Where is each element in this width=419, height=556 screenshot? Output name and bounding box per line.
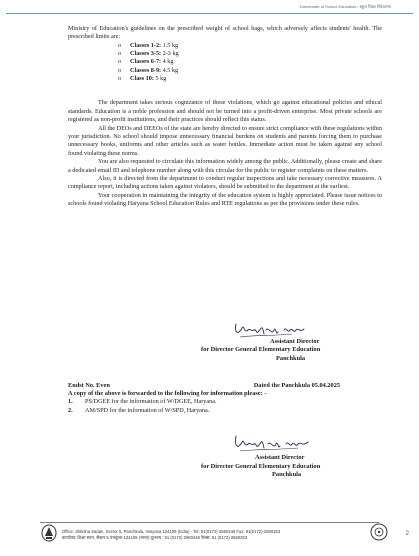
footer-address-english: Office: Shiksha Sadan, Sector 5, Panchkula, Haryana 134109 (India) · Tel: 91(0172)-2560246 Fax: 91(0172)-2560253: [62, 529, 281, 534]
limit-class: Classes 6-7:: [130, 58, 162, 66]
paragraph-cooperation: Your cooperation in maintaining the integrity of the education system is highly appreciated. Please issue notices to schools found violating Haryana School Education Rules and RTE regulations as per the provisions under these rules.: [68, 191, 382, 208]
paragraph-circulate: You are also requested to circulate this information widely among the public. Additionally, please create and share a dedicated email ID and telephone number along with this circular for the public to register complaints on these matters.: [68, 158, 382, 174]
recipient-number: 2.: [68, 406, 73, 414]
letterhead-title: Directorate of School Education / स्कूल शिक्षा निदेशालय: [300, 4, 391, 9]
letterhead-bar: [0, 3, 419, 11]
endorsement-date: Dated the Panchkula 05.04.2025: [253, 382, 340, 389]
footer-address: [62, 529, 362, 540]
limit-class: Classes 8-9:: [130, 66, 162, 74]
signature-1-place: Panchkula: [276, 355, 306, 362]
limit-value: 4 kg: [161, 58, 174, 66]
bullet-icon: o: [118, 41, 122, 49]
limit-class: Class 10:: [130, 75, 154, 82]
limit-value: 5 kg: [153, 75, 167, 82]
page-number: 2: [405, 531, 409, 537]
copy-recipient: [68, 407, 384, 415]
signature-2-office: for Director General Elementary Education: [201, 463, 321, 470]
copy-recipient: [68, 398, 384, 406]
limit-value: 2-3 kg: [161, 50, 179, 58]
copy-forwarded-heading: A copy of the above is forwarded to the following for information please: -: [68, 390, 267, 398]
limit-value: 1.5 kg: [161, 41, 179, 49]
endorsement-block: [68, 382, 384, 415]
paragraph-inspections: Also, it is directed from the department to conduct regular inspections and take necessary corrective measures. A compliance report, including actions taken against violators, should be submitted to the department at the earliest.: [68, 174, 382, 191]
limit-item: [118, 75, 382, 83]
recipient-text: AM/SPD for the information of W/SPD, Haryana.: [85, 406, 210, 414]
limit-value: 4.5 kg: [161, 66, 179, 74]
limit-item: [118, 67, 382, 75]
recipient-number: 1.: [68, 398, 73, 406]
limit-item: [118, 42, 382, 50]
paragraph-cognizance: The department takes serious cognizance of these violations, which go against educational policies and ethical standards. Education is a noble profession and should not be turned into a profit-driven enterprise. Most private schools are registered as non-profit institutions, and their practices should reflect this status.: [68, 99, 382, 124]
signature-1-designation: Assistant Director: [270, 338, 320, 345]
signature-2-designation: Assistant Director: [255, 454, 305, 461]
footer-rule: [40, 522, 379, 523]
bullet-icon: o: [118, 58, 122, 66]
signature-1-image: [232, 318, 312, 340]
handwritten-signature: [232, 432, 316, 454]
signature-2-image: [232, 432, 316, 454]
paragraph-compliance: All the DEOs and DEEOs of the state are hereby directed to ensure strict compliance with these regulations within your jurisdiction. No school should impose unnecessary financial burdens on students and parents forcing them to purchase unnecessary books, uniforms and other articles such as water bottles. Immediate action must be taken against any school found violating these norms.: [68, 124, 382, 157]
haryana-emblem-icon: [40, 522, 58, 547]
intro-paragraph: Ministry of Education's guidelines on the prescribed weight of school bags, which adversely affects students' health. The prescribed limits are:: [68, 25, 382, 41]
letterhead-rule: [6, 13, 413, 14]
letter-body: [68, 25, 382, 209]
recipient-text: PS/DGEE for the information of W/DGEE, Haryana.: [85, 398, 217, 406]
bullet-icon: o: [118, 50, 122, 58]
handwritten-signature: [232, 318, 312, 340]
endorsement-number: Endst No. Even: [68, 382, 110, 389]
footer-address-hindi: कार्यालय: शिक्षा सदन, सैक्टर 5 पंचकूला-134109 (भारत) दूरभाष : 91 (0172) 2560246 फैक्स: 91 (0172) 2560253: [62, 534, 248, 540]
national-emblem-icon: [370, 522, 388, 547]
letterhead-footer: [0, 522, 419, 546]
limit-item: [118, 58, 382, 66]
bullet-icon: o: [118, 75, 122, 82]
limit-class: Classes 3-5:: [130, 50, 162, 58]
bag-weight-limits-list: [118, 42, 382, 83]
limit-item: [118, 50, 382, 58]
signature-1-office: for Director General Elementary Education: [201, 346, 321, 353]
bullet-icon: o: [118, 66, 122, 74]
signature-2-place: Panchkula: [272, 471, 302, 478]
limit-class: Classes 1-2:: [130, 41, 162, 49]
endorsement-row: [68, 382, 384, 390]
